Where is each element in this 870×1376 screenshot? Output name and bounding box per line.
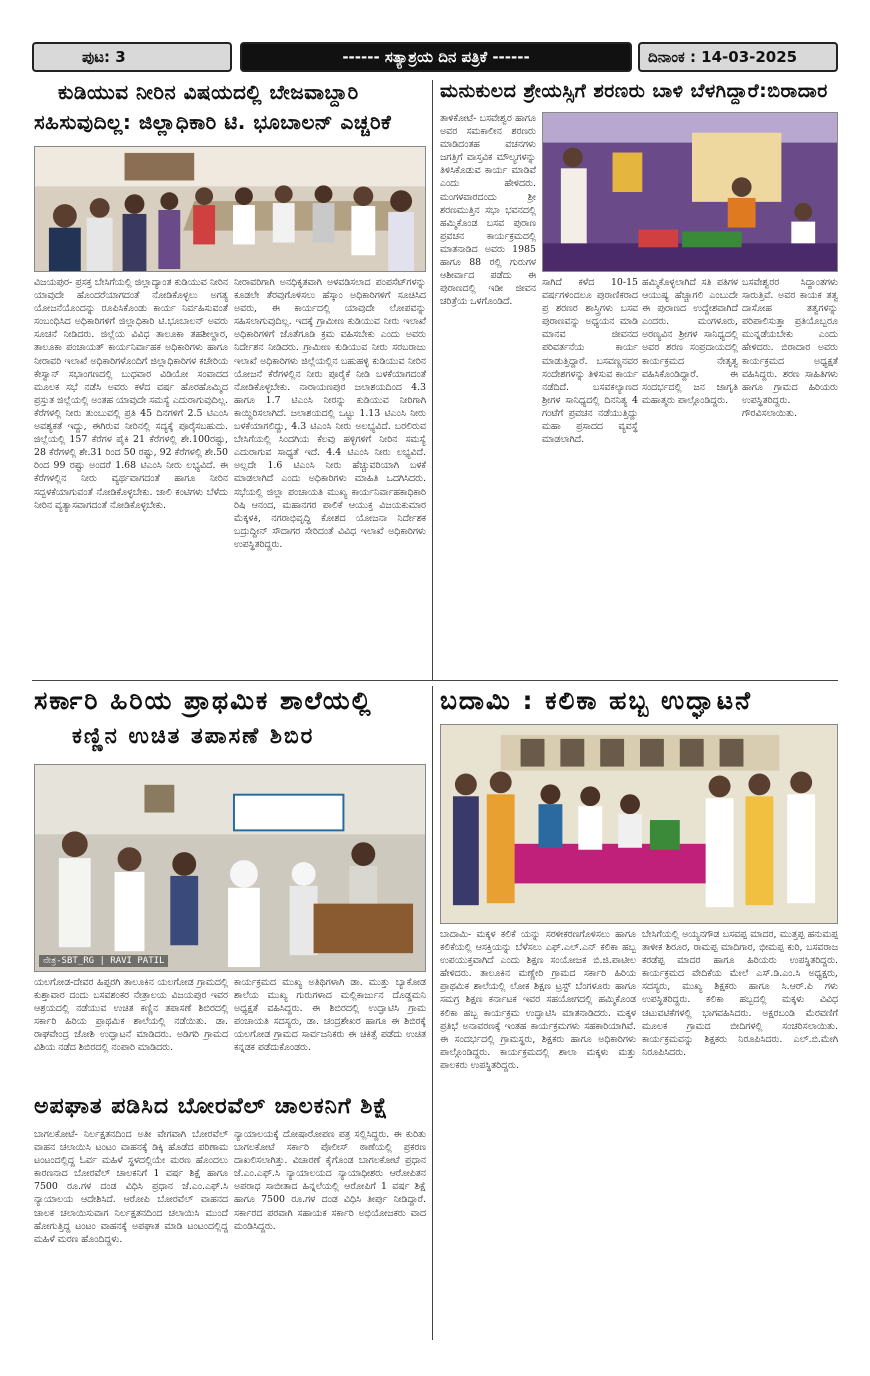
story2-column-left: ತಾಳಿಕೋಟೆ- ಬಸವೇಶ್ವರ ಹಾಗೂ ಅವರ ಸಮಕಾಲೀನ ಶರಣರು ಮಾಡಿದಂತಹ ವಚನಗಳು ಜಗತ್ತಿಗೆ ವಾಸ್ತವಿಕ ಮೌಲ್ಯಗಳನ್ನು ತಿಳಿಸಿಕೊಡುವ ಕಾರ್ಯ ಮಾಡಿವೆ ಎಂದು ಹೇಳಿದರು. ಮಂಗಳವಾರದಂದು ಶ್ರೀ ಶರಣಮುತ್ತಿನ ಸಭಾ ಭವನದಲ್ಲಿ ಹಮ್ಮಿಕೊಂಡ ಬಸವ ಪುರಾಣ ಪ್ರವಚನ ಕಾರ್ಯಕ್ರಮದಲ್ಲಿ ಮಾತನಾಡಿದ ಅವರು 1985 ಹಾಗೂ 88 ರಲ್ಲಿ ಗುರುಗಳ ಆಶೀರ್ವಾದ ಪಡೆದು ಈ ಪುರಾಣದಲ್ಲಿ ಇಡೀ ಜೀವನ ಚರಿತ್ರೆಯ ಒಳಗೊಂಡಿದೆ. [440,113,536,308]
eye-camp-photo [34,764,426,972]
story5-headline: ಅಪಘಾತ ಪಡಿಸಿದ ಬೋರವೆಲ್ ಚಾಲಕನಿಗೆ ಶಿಕ್ಷೆ [34,1094,389,1119]
story3-column-2: ಕಾರ್ಯಕ್ರಮದ ಮುಖ್ಯ ಅತಿಥಿಗಳಾಗಿ ಡಾ. ಮುತ್ತು ಬ್ಯಾಕೋಡ ಶಾಲೆಯ ಮುಖ್ಯ ಗುರುಗಳಾದ ಮಲ್ಲಿಕಾರ್ಜುನ ದೊಡ್ಡಮನಿ ಅಧ್ಯಕ್ಷತೆ ವಹಿಸಿದ್ದರು. ಈ ಶಿಬಿರದಲ್ಲಿ ಉದ್ಘಾಟಿಸಿ ಗ್ರಾಮ ಪಂಚಾಯತಿ ಸದಸ್ಯರು, ಡಾ. ಚಂದ್ರಶೇಖರ ಹಾಗೂ ಈ ಶಿಬಿರಕ್ಕೆ ಯಲಗೋಡ ಗ್ರಾಮದ ಸಾರ್ವಜನಿಕರು ಈ ಚಿಕಿತ್ಸೆ ಪಡೆದು ಉಚಿತ ಕನ್ನಡಕ ಪಡೆದುಕೊಂಡರು. [234,977,426,1054]
story5-column-2: ನ್ಯಾಯಾಲಯಕ್ಕೆ ದೋಷಾರೋಪಣ ಪತ್ರ ಸಲ್ಲಿಸಿದ್ದರು. ಈ ಕುರಿತು ಬಾಗಲಕೋಟೆ ಸರ್ಕಾರಿ ಪೊಲೀಸ್ ಠಾಣೆಯಲ್ಲಿ ಪ್ರಕರಣ ದಾಖಲಿಸಲಾಗಿತ್ತು. ವಿಚಾರಣೆ ಕೈಗೊಂಡ ಬಾಗಲಕೋಟೆ ಪ್ರಧಾನ ಜೆ.ಎಂ.ಎಫ್.ಸಿ ನ್ಯಾಯಾಲಯದ ನ್ಯಾಯಾಧೀಶರು ಆರೋಪಿತನ ಅಪರಾಧ ಸಾಬೀತಾದ ಹಿನ್ನಲೆಯಲ್ಲಿ ಆರೋಪಿಗೆ 1 ವರ್ಷ ಶಿಕ್ಷೆ ಹಾಗೂ 7500 ರೂ.ಗಳ ದಂಡ ವಿಧಿಸಿ ತೀರ್ಪು ನೀಡಿದ್ದಾರೆ. ಸರ್ಕಾರದ ಪರವಾಗಿ ಸಹಾಯಕ ಸರ್ಕಾರಿ ಅಭಿಯೋಜಕರು ವಾದ ಮಂಡಿಸಿದ್ದರು. [234,1129,426,1232]
story4-column-1: ಬಾದಾಮಿ- ಮಕ್ಕಳ ಕಲಿಕೆ ಯನ್ನು ಸರಳೀಕರಣಗೊಳಿಸಲು ಹಾಗೂ ಕಲಿಕೆಯಲ್ಲಿ ಆಸಕ್ತಿಯನ್ನು ಬೆಳೆಸಲು ಎಫ್.ಎಲ್.ಎನ್ ಕಲಿಕಾ ಹಬ್ಬ ಉಪಯುಕ್ತವಾಗಿದೆ ಎಂದು ಶಿಕ್ಷಣ ಸಂಯೋಜಕ ಬಿ.ಜಿ.ಪಾಟೀಲ ಹೇಳಿದರು. ತಾಲೂಕಿನ ಮಣ್ಣೇರಿ ಗ್ರಾಮದ ಸರ್ಕಾರಿ ಹಿರಿಯ ಪ್ರಾಥಮಿಕ ಶಾಲೆಯಲ್ಲಿ ಲೋಕ ಶಿಕ್ಷಣ ಟ್ರಸ್ಟ್ ಬೆಂಗಳೂರು ಹಾಗೂ ಸಮಗ್ರ ಶಿಕ್ಷಣ ಕರ್ನಾಟಕ ಇವರ ಸಹಯೋಗದಲ್ಲಿ ಹಮ್ಮಿಕೊಂಡ ಕಲಿಕಾ ಹಬ್ಬ ಕಾರ್ಯಕ್ರಮ ಉದ್ಘಾಟಿಸಿ ಮಾತನಾಡಿದರು. ಮಕ್ಕಳ ಪ್ರತಿಭೆ ಅನಾವರಣಕ್ಕೆ ಇಂತಹ ಕಾರ್ಯಕ್ರಮಗಳು ಸಹಕಾರಿಯಾಗಿವೆ. ಈ ಸಂದರ್ಭದಲ್ಲಿ ಗ್ರಾಮಸ್ಥರು, ಶಿಕ್ಷಕರು ಹಾಗೂ ಅಧಿಕಾರಿಗಳು ಪಾಲ್ಗೊಂಡಿದ್ದರು. ಕಾರ್ಯಕ್ರಮದಲ್ಲಿ ಶಾಲಾ ಮಕ್ಕಳು ಮತ್ತು ಪಾಲಕರು ಉಪಸ್ಥಿತರಿದ್ದರು. [440,929,636,1071]
column-divider [432,80,433,680]
section-divider [32,680,838,681]
story2-column-right1: ಹಮ್ಮಿಕೊಳ್ಳಲಾಗಿದೆ ಸತಿ ಪತಿಗಳ ಆಯುಷ್ಯ ಹೆಚ್ಚಾಗಲಿ ಎಂಬುದೇ ಈ ಪುರಾಣದ ಉದ್ದೇಶವಾಗಿದೆ ಎಂದರು. ಮಂಗಳೂರು, ಅರಣ್ಯವಿನ ಶ್ರೀಗಳ ಸಾನಿಧ್ಯದಲ್ಲಿ ಅವರ ಶರಣ ಸಂಪ್ರದಾಯದಲ್ಲಿ ಕಾರ್ಯಕ್ರಮದ ನೇತೃತ್ವ ವಹಿಸಿಕೊಂಡಿದ್ದಾರೆ. ಈ ಸಂದರ್ಭದಲ್ಲಿ ಜನ ಜಾಗೃತಿ ಮಹಾತ್ಮರು ಪಾಲ್ಗೊಂಡಿದ್ದರು. [642,277,738,406]
story3-headline-line2: ಕಣ್ಣಿನ ಉಚಿತ ತಪಾಸಣೆ ಶಿಬಿರ [72,724,315,749]
story2-column-mid: ಸಾಗಿದೆ ಕಳೆದ 10-15 ವರ್ಷಗಳಿಂದಲೂ ಪುರಾಣಿಕರಾದ ಪ್ರ ಶರಣರ ಶಾಸ್ತ್ರಿಗಳು ಬಸವ ಪುರಾಣವನ್ನು ಅಧ್ಯಯನ ಮಾಡಿ ಮಾನವ ಜೀವನದ ಪರಿವರ್ತನೆಯ ಕಾರ್ಯ ಮಾಡುತ್ತಿದ್ದಾರೆ. ಬಸವಣ್ಣನವರ ಸಂದೇಶಗಳನ್ನು ತಿಳಿಸುವ ಕಾರ್ಯ ನಡೆದಿದೆ. ಬಸವಕಲ್ಯಾಣದ ಶ್ರೀಗಳ ಸಾನಿಧ್ಯದಲ್ಲಿ ದಿನನಿತ್ಯ 4 ಗಂಟೆಗೆ ಪ್ರವಚನ ನಡೆಯುತ್ತಿದ್ದು ಮಹಾ ಪ್ರಸಾದದ ವ್ಯವಸ್ಥೆ ಮಾಡಲಾಗಿದೆ. [542,277,638,446]
pravachana-photo [542,112,838,272]
story3-column-1: ಯಲಗೋಡ-ದೇವರ ಹಿಪ್ಪರಗಿ ತಾಲೂಕಿನ ಯಲಗೋಡ ಗ್ರಾಮದಲ್ಲಿ ಕುಶ್ತಾವಾರ ದಂದು ಬಸವಶಂಕರ ನೇತ್ರಾಲಯ ವಿಜಯಪುರ ಇವರ ಆಶ್ರಯದಲ್ಲಿ ನಡೆಯುವ ಉಚಿತ ಕಣ್ಣಿನ ತಪಾಸಣೆ ಶಿಬಿರದಲ್ಲಿ ಸರ್ಕಾರಿ ಹಿರಿಯ ಪ್ರಾಥಮಿಕ ಶಾಲೆಯಲ್ಲಿ ನಡೆಯಿತು. ಡಾ. ರಾಘವೇಂದ್ರ ಜೋಶಿ ಉದ್ಘಾಟನೆ ಮಾಡಿದರು. ಅಡಿಗರಿ ಗ್ರಾಮದ ವಿಶಿಯ ನಡೆದ ಶಿಬಿರದಲ್ಲಿ ನಂಪಾರಿ ಮಾಡಿದರು. [34,977,228,1054]
kalika-habba-photo [440,724,838,924]
story1-column-1: ವಿಜಯಪುರ- ಪ್ರಸಕ್ತ ಬೇಸಿಗೆಯಲ್ಲಿ ಜಿಲ್ಲಾದ್ಯಾಂತ ಕುಡಿಯುವ ನೀರಿನ ಯಾವುದೇ ಹೊಂದರೆಯಾಗದಂತೆ ನೋಡಿಕೊಳ್ಳಲು ಅಗತ್ಯ ಯೋಜನೆಯೊಂದನ್ನು ರೂಪಿಸಿಕೊಂಡು ಕಾರ್ಯ ನಿರ್ವಹಿಸುವಂತೆ ಸಂಬಂಧಿಸಿದ ಅಧಿಕಾರಿಗಳಿಗೆ ಜಿಲ್ಲಾಧಿಕಾರಿ ಟಿ.ಭೂಬಾಲನ್ ಅವರು ಸೂಚನೆ ನೀಡಿದರು. ಜಿಲ್ಲೆಯ ವಿವಿಧ ತಾಲೂಕಾ ತಹಶೀಲ್ದಾರ, ತಾಲೂಕಾ ಪಂಚಾಯತ್ ಕಾರ್ಯನಿರ್ವಾಹಕ ಅಧಿಕಾರಿಗಳು ಹಾಗೂ ನೀರಾವರಿ ಇಲಾಖೆ ಅಧಿಕಾರಿಗಳೊಂದಿಗೆ ಜಿಲ್ಲಾಧಿಕಾರಿಗಳ ಕಚೇರಿಯ ಕೇಸ್ವಾನ್ ಸಭಾಂಗಣದಲ್ಲಿ ಬುಧವಾರ ವಿಡಿಯೋ ಸಂವಾದದ ಮೂಲಕ ಸಭೆ ನಡೆಸಿ ಅವರು ಕಳೆದ ವರ್ಷ ಹೊರಹೊಮ್ಮಿದ ಪ್ರಸ್ತುತ ಜಿಲ್ಲೆಯಲ್ಲಿ ಅಂತಹ ಯಾವುದೇ ಸಮಸ್ಯೆ ಎದುರಾಗುವುದಿಲ್ಲ. ಕೆರೆಗಳಲ್ಲಿ ನೀರು ತುಂಬುವಲ್ಲಿ ಪ್ರತಿ 45 ದಿನಗಳಿಗೆ 2.5 ಟಿಎಂಸಿ ಅವಶ್ಯಕತೆ ಇದ್ದು, ಈಗಿರುವ ನೀರಿನಲ್ಲಿ ಸದ್ಯಕ್ಕೆ ಪೂರೈಸಬಹುದು. ಜಿಲ್ಲೆಯಲ್ಲಿ 157 ಕೆರೆಗಳ ಪೈಕಿ 21 ಕೆರೆಗಳಲ್ಲಿ ಶೇ.100ರಷ್ಟು, 28 ಕೆರೆಗಳಲ್ಲಿ ಶೇ.31 ರಿಂದ 50 ರಷ್ಟು, 92 ಕೆರೆಗಳಲ್ಲಿ ಶೇ.50 ರಿಂದ 99 ರಷ್ಟು ಅಂದರೆ 1.68 ಟಿಎಂಸಿ ನೀರು ಲಭ್ಯವಿದೆ. ಈ ಕೆರೆಗಳಲ್ಲಿನ ನೀರು ವ್ಯರ್ಥವಾಗದಂತೆ ಹಾಗೂ ನೀರಿನ ಸದ್ಬಳಕೆಯಾಗುವಂತೆ ನೋಡಿಕೊಳ್ಳಬೇಕು. ಜಾಲಿ ಕಂಟಿಗಳು ಬೆಳೆದು ನೀರಿನ ವ್ಯತ್ಯಾಸವಾಗದಂತೆ ನೋಡಿಕೊಳ್ಳಬೇಕು. [34,277,228,511]
story1-headline-line1: ಕುಡಿಯುವ ನೀರಿನ ವಿಷಯದಲ್ಲಿ ಬೇಜವಾಬ್ದಾರಿ [58,80,359,104]
story4-headline: ಬದಾಮಿ : ಕಲಿಕಾ ಹಬ್ಬ ಉದ್ಘಾಟನೆ [440,686,753,715]
paper-title: ------ ಸತ್ಯಾಶ್ರಯ ದಿನ ಪತ್ರಿಕೆ ------ [240,42,632,72]
story3-headline-line1: ಸರ್ಕಾರಿ ಹಿರಿಯ ಪ್ರಾಥಮಿಕ ಶಾಲೆಯಲ್ಲಿ [34,686,373,715]
story2-headline: ಮನುಕುಲದ ಶ್ರೇಯಸ್ಸಿಗೆ ಶರಣರು ಬಾಳಿ ಬೆಳಗಿದ್ದಾರೆ:ಬಿರಾದಾರ [440,80,828,102]
story4-column-2: ಬೇಸಿಗೆಯಲ್ಲಿ ಅಯ್ಯನಗೌಡ ಬಸವಪ್ಪ ಮಾದರ, ಮುತ್ತಪ್ಪ ಹನುಮಪ್ಪ ತಾಳೀಕ ಶಿರೂರ, ರಾಮಪ್ಪ ಮಾದಿಗಾರ, ಭೀಮಪ್ಪ ಕುರಿ, ಬಸವರಾಜ ಕರಡೆಪ್ಪ ಮಾದರ ಹಾಗೂ ಹಿರಿಯರು ಉಪಸ್ಥಿತರಿದ್ದರು. ಕಾರ್ಯಕ್ರಮದ ವೇದಿಕೆಯ ಮೇಲೆ ಎಸ್.ಡಿ.ಎಂ.ಸಿ ಅಧ್ಯಕ್ಷರು, ಸದಸ್ಯರು, ಮುಖ್ಯ ಶಿಕ್ಷಕರು ಹಾಗೂ ಸಿ.ಆರ್.ಪಿ ಗಳು ಉಪಸ್ಥಿತರಿದ್ದರು. ಕಲಿಕಾ ಹಬ್ಬದಲ್ಲಿ ಮಕ್ಕಳು ವಿವಿಧ ಚಟುವಟಿಕೆಗಳಲ್ಲಿ ಭಾಗವಹಿಸಿದರು. ಅಕ್ಷರಬಂಡಿ ಮೆರವಣಿಗೆ ಮೂಲಕ ಗ್ರಾಮದ ಬೀದಿಗಳಲ್ಲಿ ಸಂಚರಿಸಲಾಯಿತು. ಕಾರ್ಯಕ್ರಮವನ್ನು ಶಿಕ್ಷಕರು ನಿರೂಪಿಸಿದರು. ಎಲ್.ಬಿ.ಮೇಗಿ ನಿರೂಪಿಸಿದರು. [642,929,838,1058]
story1-headline-line2: ಸಹಿಸುವುದಿಲ್ಲ: ಜಿಲ್ಲಾಧಿಕಾರಿ ಟಿ. ಭೂಬಾಲನ್ ಎಚ್ಚರಿಕೆ [34,110,392,134]
story5-column-1: ಬಾಗಲಕೋಟೆ- ನಿರ್ಲಕ್ಷತನದಿಂದ ಅತೀ ವೇಗವಾಗಿ ಬೋರವೆಲ್ ವಾಹನ ಚಲಾಯಿಸಿ ಟಂಟಂ ವಾಹನಕ್ಕೆ ಡಿಕ್ಕಿ ಹೊಡೆದ ಪರಿಣಾಮ ಟಂಟಂದಲ್ಲಿದ್ದ ಓರ್ವ ಮಹಿಳೆ ಸ್ಥಳದಲ್ಲಿಯೇ ಮರಣ ಹೊಂದಲು ಕಾರಣನಾದ ಬೋರವೆಲ್ ಚಾಲಕನಿಗೆ 1 ವರ್ಷ ಶಿಕ್ಷೆ ಹಾಗೂ 7500 ರೂ.ಗಳ ದಂಡ ವಿಧಿಸಿ ಪ್ರಧಾನ ಜೆ.ಎಂ.ಎಫ್.ಸಿ ನ್ಯಾಯಾಲಯ ಆದೇಶಿಸಿದೆ. ಆರೋಪಿ ಬೋರವೆಲ್ ವಾಹನದ ಚಾಲಕ ಚಲಾಯಿಸುವಾಗ ನಿರ್ಲಕ್ಷತನದಿಂದ ಚಲಾಯಿಸಿ ಮುಂದೆ ಹೋಗುತ್ತಿದ್ದ ಟಂಟಂ ವಾಹನಕ್ಕೆ ಅಪಘಾತ ಮಾಡಿ ಟಂಟಂದಲ್ಲಿದ್ದ ಮಹಿಳೆ ಮರಣ ಹೊಂದಿದ್ದಳು. [34,1129,228,1245]
meeting-photo [34,146,426,272]
column-divider-lower [432,686,433,1340]
issue-date: ದಿನಾಂಕ : 14-03-2025 [638,42,838,72]
photo-credit: ನೇತ್ರ-SBT_RG | RAVI PATIL [39,955,168,967]
story2-column-right2: ಬಸವೇಶ್ವರರ ಸಿದ್ಧಾಂತಗಳು ಸಾರುತ್ತಿವೆ. ಅವರ ಕಾಯಕ ತತ್ವ ದಾಸೋಹ ತತ್ವಗಳನ್ನು ಪರಿಪಾಲಿಸುತ್ತಾ ಪ್ರತಿಯೊಬ್ಬರೂ ಮುನ್ನಡೆಯಬೇಕು ಎಂದು ಹೇಳಿದರು. ಬಿರಾದಾರ ಅವರು ಕಾರ್ಯಕ್ರಮದ ಅಧ್ಯಕ್ಷತೆ ವಹಿಸಿದ್ದರು. ಶರಣ ಸಾಹಿತಿಗಳು ಹಾಗೂ ಗ್ರಾಮದ ಹಿರಿಯರು ಉಪಸ್ಥಿತರಿದ್ದರು. ಗೌರವಿಸಲಾಯಿತು. [742,277,838,419]
story1-column-2: ನೀರಾವರಿಗಾಗಿ ಅನಧಿಕೃತವಾಗಿ ಅಳವಡಿಸಲಾದ ಪಂಪಸೆಟ್‌ಗಳನ್ನು ಕೂಡಲೇ ತೆರವುಗೊಳಿಸಲು ಹೆಸ್ಕಾಂ ಅಧಿಕಾರಿಗಳಿಗೆ ಸೂಚಿಸಿದ ಅವರು, ಈ ಕಾರ್ಯದಲ್ಲಿ ಯಾವುದೇ ಲೋಪವನ್ನು ಸಹಿಸಲಾಗುವುದಿಲ್ಲ. ಇದಕ್ಕೆ ಗ್ರಾಮೀಣ ಕುಡಿಯುವ ನೀರು ಇಲಾಖೆ ಅಧಿಕಾರಿಗಳಿಗೆ ಜೊತೆಗೂಡಿ ಕ್ರಮ ವಹಿಸಬೇಕು ಎಂದು ಅವರು ನಿರ್ದೇಶನ ನೀಡಿದರು. ಗ್ರಾಮೀಣ ಕುಡಿಯುವ ನೀರು ಸರಬರಾಜು ಇಲಾಖೆ ಅಧಿಕಾರಿಗಳು ಜಿಲ್ಲೆಯಲ್ಲಿನ ಬಹುಹಳ್ಳಿ ಕುಡಿಯುವ ನೀರಿನ ಯೋಜನೆ ಕೆರೆಗಳಲ್ಲಿನ ನೀರು ಪೂರೈಕೆ ನೀಡಿ ಬಳಕೆಯಾಗದಂತೆ ನೋಡಿಕೊಳ್ಳಬೇಕು. ನಾರಾಯಣಪುರ ಜಲಾಶಯದಿಂದ 4.3 ಹಾಗೂ 1.7 ಟಿಎಂಸಿ ನೀರನ್ನು ಕುಡಿಯುವ ನೀರಿಗಾಗಿ ಕಾಯ್ದಿರಿಸಲಾಗಿದೆ. ಜಲಾಶಯದಲ್ಲಿ ಒಟ್ಟು 1.13 ಟಿಎಂಸಿ ನೀರು ಬಳಕೆಯಾಗಲಿದ್ದು, 4.3 ಟಿಎಂಸಿ ನೀರು ಅಲಭ್ಯವಿದೆ. ಬರಲಿರುವ ಬೇಸಿಗೆಯಲ್ಲಿ ಸಿಂದಗಿಯ ಕೆಲವು ಹಳ್ಳಿಗಳಿಗೆ ನೀರಿನ ಸಮಸ್ಯೆ ಎದುರಾಗುವ ಸಾಧ್ಯತೆ ಇದೆ. 4.4 ಟಿಎಂಸಿ ನೀರು ಲಭ್ಯವಿದೆ. ಅಲ್ಲದೇ 1.6 ಟಿಎಂಸಿ ನೀರು ಹೆಚ್ಚುವರಿಯಾಗಿ ಬಳಕೆ ಮಾಡಲಾಗಿದೆ ಎಂದು ಅಧಿಕಾರಿಗಳು ಮಾಹಿತಿ ಒದಗಿಸಿದರು. ಸಭೆಯಲ್ಲಿ ಜಿಲ್ಲಾ ಪಂಚಾಯತಿ ಮುಖ್ಯ ಕಾರ್ಯನಿರ್ವಾಹಕಾಧಿಕಾರಿ ರಿಷಿ ಆನಂದ, ಮಹಾನಗರ ಪಾಲಿಕೆ ಆಯುಕ್ತ ವಿಜಯಕುಮಾರ ಮೆಕ್ಕಳಕಿ, ನಗರಾಭಿವೃದ್ಧಿ ಕೋಶದ ಯೋಜನಾ ನಿರ್ದೇಶಕ ಬದ್ರುದ್ದೀನ್ ಸೌದಾಗರ ಸೇರಿದಂತೆ ವಿವಿಧ ಇಲಾಖೆ ಅಧಿಕಾರಿಗಳು ಉಪಸ್ಥಿತರಿದ್ದರು. [234,277,426,550]
page-number: ಪುಟ: 3 [32,42,232,72]
